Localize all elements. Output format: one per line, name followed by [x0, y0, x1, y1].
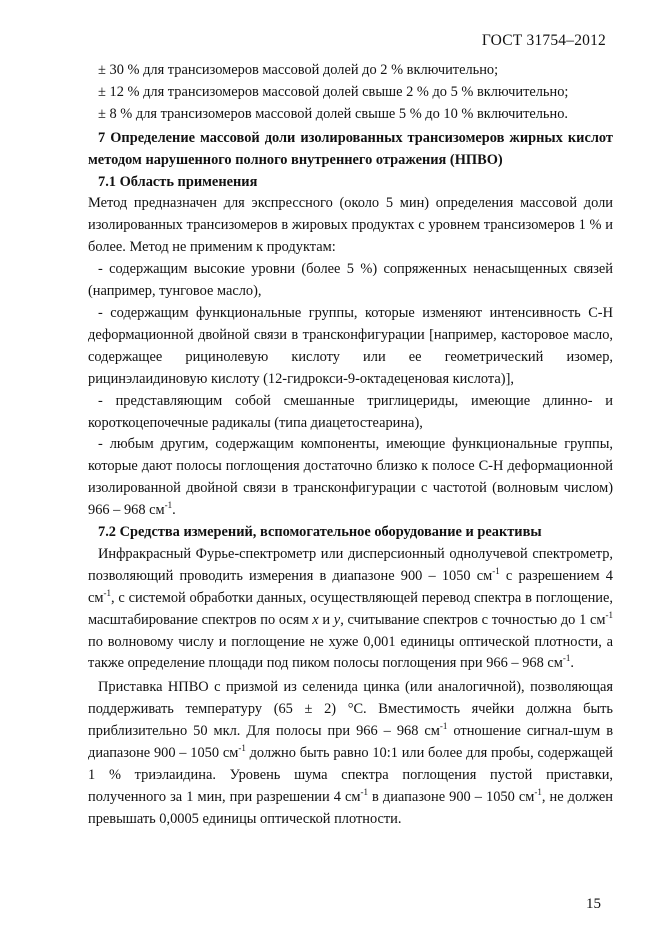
- superscript: -1: [103, 587, 111, 598]
- superscript: -1: [360, 786, 368, 797]
- superscript: -1: [534, 786, 542, 797]
- text-run: .: [570, 655, 574, 672]
- text-run: и: [318, 611, 334, 628]
- section-7-heading: 7 Определение массовой доли изолированных трансизомеров жирных кислот методом нарушенного полного внутреннего отражения (НПВО): [88, 129, 613, 168]
- text-run: должно быть равно 10:1 или более для пробы, содержащей 1 % триэлаидина. Уровень шума спектра поглощения пустой приставки, полученного за 1 мин, при разрешении 4 см: [88, 745, 614, 805]
- tolerance-line: ± 8 % для трансизомеров массовой долей свыше 5 % до 10 % включительно.: [98, 105, 568, 122]
- text-run: с разрешением 4 см: [88, 567, 614, 606]
- text-run: в диапазоне 900 – 1050 см: [368, 788, 535, 805]
- axis-x: x: [312, 611, 319, 628]
- standard-header: ГОСТ 31754–2012: [481, 32, 606, 49]
- list-item: - представляющим собой смешанные триглицериды, имеющие длинно- и короткоцепочечные радикалы (типа диацетостеарина),: [88, 392, 613, 431]
- text-run: Приставка НПВО с призмой из селенида цинка (или аналогичной), позволяющая поддерживать температуру (65 ± 2) °С. Вместимость ячейки должна быть приблизительно 50 мкл. Для полосы при 966 – 968 см: [88, 679, 613, 740]
- list-item: - содержащим высокие уровни (более 5 %) сопряженных ненасыщенных связей (например, тунговое масло),: [88, 261, 613, 300]
- text-run: Инфракрасный Фурье-спектрометр или дисперсионный однолучевой спектрометр, позволяющий проводить измерения в диапазоне 900 – 1050 см: [88, 545, 613, 584]
- superscript: -1: [492, 565, 500, 576]
- tolerance-line: ± 12 % для трансизомеров массовой долей свыше 2 % до 5 % включительно;: [98, 83, 569, 100]
- superscript: -1: [439, 721, 448, 732]
- section-7-1-intro: Метод предназначен для экспрессного (около 5 мин) определения массовой доли изолированных трансизомеров в жировых продуктах с уровнем трансизомеров 1 % и более. Метод не применим к продуктам:: [88, 195, 613, 256]
- text-run: отношение сигнал-шум в диапазоне 900 – 1050 см: [88, 723, 613, 762]
- section-7-1-heading: 7.1 Область применения: [98, 173, 258, 190]
- text-run: по волновому числу и поглощение не хуже 0,001 единицы оптической плотности, а также определение площади под пиком полосы поглощения при 966 – 968 см: [88, 633, 613, 672]
- section-7-2-heading: 7.2 Средства измерений, вспомогательное оборудование и реактивы: [98, 524, 542, 541]
- page-number: 15: [586, 896, 601, 912]
- superscript: -1: [562, 653, 571, 664]
- axis-y: y: [333, 611, 341, 628]
- text-run: , с системой обработки данных, осуществляющей перевод спектра в поглощение, масштабирование спектров по осям: [88, 589, 613, 628]
- list-item: [88, 434, 613, 522]
- superscript: -1: [605, 609, 613, 620]
- atr-accessory-paragraph: [88, 677, 613, 830]
- document-body: [88, 60, 613, 831]
- tolerance-line: ± 30 % для трансизомеров массовой долей до 2 % включительно;: [98, 62, 499, 78]
- list-item-end: .: [172, 502, 176, 519]
- text-run: , считывание спектров с точностью до 1 см: [340, 611, 606, 628]
- superscript: -1: [238, 743, 246, 754]
- text-run: , не должен превышать 0,0005 единицы оптической плотности.: [88, 788, 613, 827]
- equipment-paragraph: [88, 544, 613, 675]
- list-item-text: - любым другим, содержащим компоненты, имеющие функциональные группы, которые дают полосы поглощения достаточно близко к полосе C-H деформационной изолированной двойной связи в трансконфигурации с частотой (волновым числом) 966 – 968 см: [88, 436, 613, 519]
- superscript: -1: [164, 500, 173, 511]
- list-item: - содержащим функциональные группы, которые изменяют интенсивность C-H деформационной двойной связи в трансконфигурации [например, касторовое масло, содержащее рицинолевую кислоту или ее геометрический изомер, рицинэлаидиновую кислоту (12-гидрокси-9-октадеценовая кислота)],: [88, 304, 613, 387]
